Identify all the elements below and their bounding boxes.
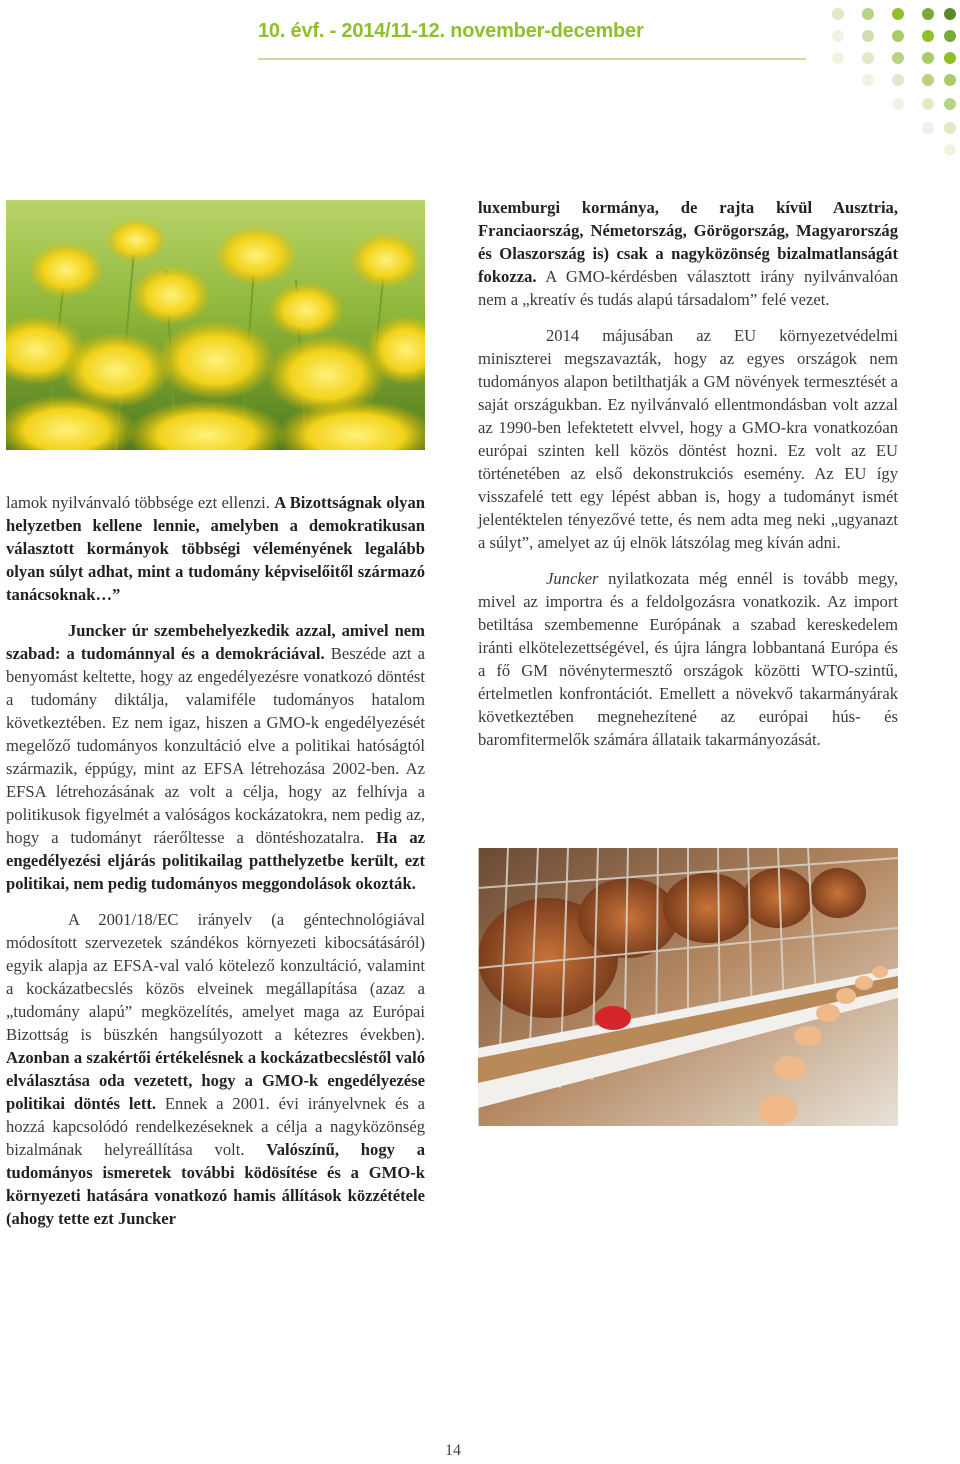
- header-divider: [258, 58, 806, 60]
- text-run: Ennek a 2001. évi irányelvnek és a hozzá kapcsolódó rendelkezéseknek a célja a nagyközönség bizalmának helyreállítása volt.: [6, 1094, 426, 1159]
- bold-text: A Bizottságnak olyan helyzetben kellene lennie, amelyben a demokratikusan választott kormányok többségi véleményének legalább olyan súlyt adhat, mint a tudomány képviselőitől származó tanácsoknak…”: [6, 493, 425, 604]
- issue-header: 10. évf. - 2014/11-12. november-december: [258, 20, 644, 42]
- bold-text: Valószínű, hogy a tudományos ismeretek további ködösítése és a GMO-k környezeti hatására vonatkozó hamis állítások közzététele (ahogy tette ezt Juncker: [6, 1140, 426, 1228]
- rapeseed-field-photo: [6, 200, 425, 450]
- bold-text: Juncker úr szembehelyezkedik azzal, amivel nem szabad: a tudománnyal és a demokráciával.: [6, 621, 425, 663]
- caged-hens-photo: [478, 848, 898, 1126]
- text-run: nyilatkozata még ennél is tovább megy, mivel az importra és a feldolgozásra vonatkozik. Az import betiltása szembemenne Európának a szabad kereskedelem iránti elkötelezettségével, és újra lángra lobbantaná Európa és a fő GM növénytermesztő országok közötti WTO-szintű, értelmetlen konfrontációt. Emellett a növekvő takarmányárak következtében megnehezítené az európai hús- és baromfitermelők számára állataik takarmányozását.: [478, 569, 898, 749]
- bold-text: luxemburgi kormánya, de rajta kívül Ausztria, Franciaország, Németország, Görögország, Magyarország és Olaszország is) csak a nagyközönség bizalmatlanságát fokozza.: [478, 198, 898, 286]
- paragraph: [6, 619, 425, 895]
- right-text-column: [478, 196, 898, 764]
- paragraph: [6, 491, 425, 606]
- paragraph: [478, 196, 898, 311]
- paragraph: [478, 567, 898, 751]
- bold-text: Ha az engedélyezési eljárás politikailag patthelyzetbe került, ezt politikai, nem pedig tudományos meggondolások okozták.: [6, 828, 425, 893]
- bold-text: Azonban a szakértői értékelésnek a kockázatbecsléstől való elválasztása oda vezetett, hogy a GMO-k engedélyezése politikai döntés lett.: [6, 1048, 425, 1113]
- text-run: A 2001/18/EC irányelv (a géntechnológiával módosított szervezetek szándékos környezeti kibocsátásáról) egyik alapja az EFSA-val való kötelező konzultáció, valamint a kockázatbecslés közös elveinek megállapítása (azaz a „tudomány alapú” megközelítés, amelyet maga az Európai Bizottság is büszkén hangsúlyozott a kétezres években).: [6, 910, 425, 1044]
- text-run: lamok nyilvánvaló többsége ezt ellenzi.: [6, 493, 275, 512]
- text-run: Beszéde azt a benyomást keltette, hogy az engedélyezésre vonatkozó döntést a tudomány diktálja, valamiféle tudományos hatalom következtében. Ez nem igaz, hiszen a GMO-k engedélyezését megelőző tudományos konzultáció elve a politikai hatóságtól származik, éppúgy, mint az EFSA létrehozása 2002-ben. Az EFSA létrehozásának az volt a célja, hogy az felhívja a politikusok figyelmét a valóságos kockázatokra, nem pedig az, hogy a tudományt ráerőltesse a döntéshozatalra.: [6, 644, 425, 847]
- text-run: 2014 májusában az EU környezetvédelmi miniszterei megszavazták, hogy az egyes országok nem tudományos alapon betilthatják a GM növények termesztését a saját országukban. Ez nyilvánvaló ellentmondásban volt azzal az 1990-ben lefektetett elvvel, hogy a GMO-kra vonatkozóan európai szinten kell közös döntést hozni. Ez volt az EU történetében az első dekonstrukciós esemény. Az EU így visszafelé tett egy lépést abban is, hogy a tudományt ismét jelentéktelen tényezővé tette, és nem adta meg neki „ugyanazt a súlyt”, amelyet az új elnök látszólag meg kíván adni.: [478, 326, 898, 552]
- left-text-column: [6, 491, 425, 1243]
- page-number: 14: [445, 1442, 461, 1459]
- text-run: A GMO-kérdésben választott irány nyilvánvalóan nem a „kreatív és tudás alapú társadalom” felé vezet.: [478, 267, 898, 309]
- decorative-dot-pattern: [830, 2, 960, 162]
- italic-text: Juncker: [546, 569, 599, 588]
- paragraph: [478, 324, 898, 554]
- paragraph: [6, 908, 425, 1230]
